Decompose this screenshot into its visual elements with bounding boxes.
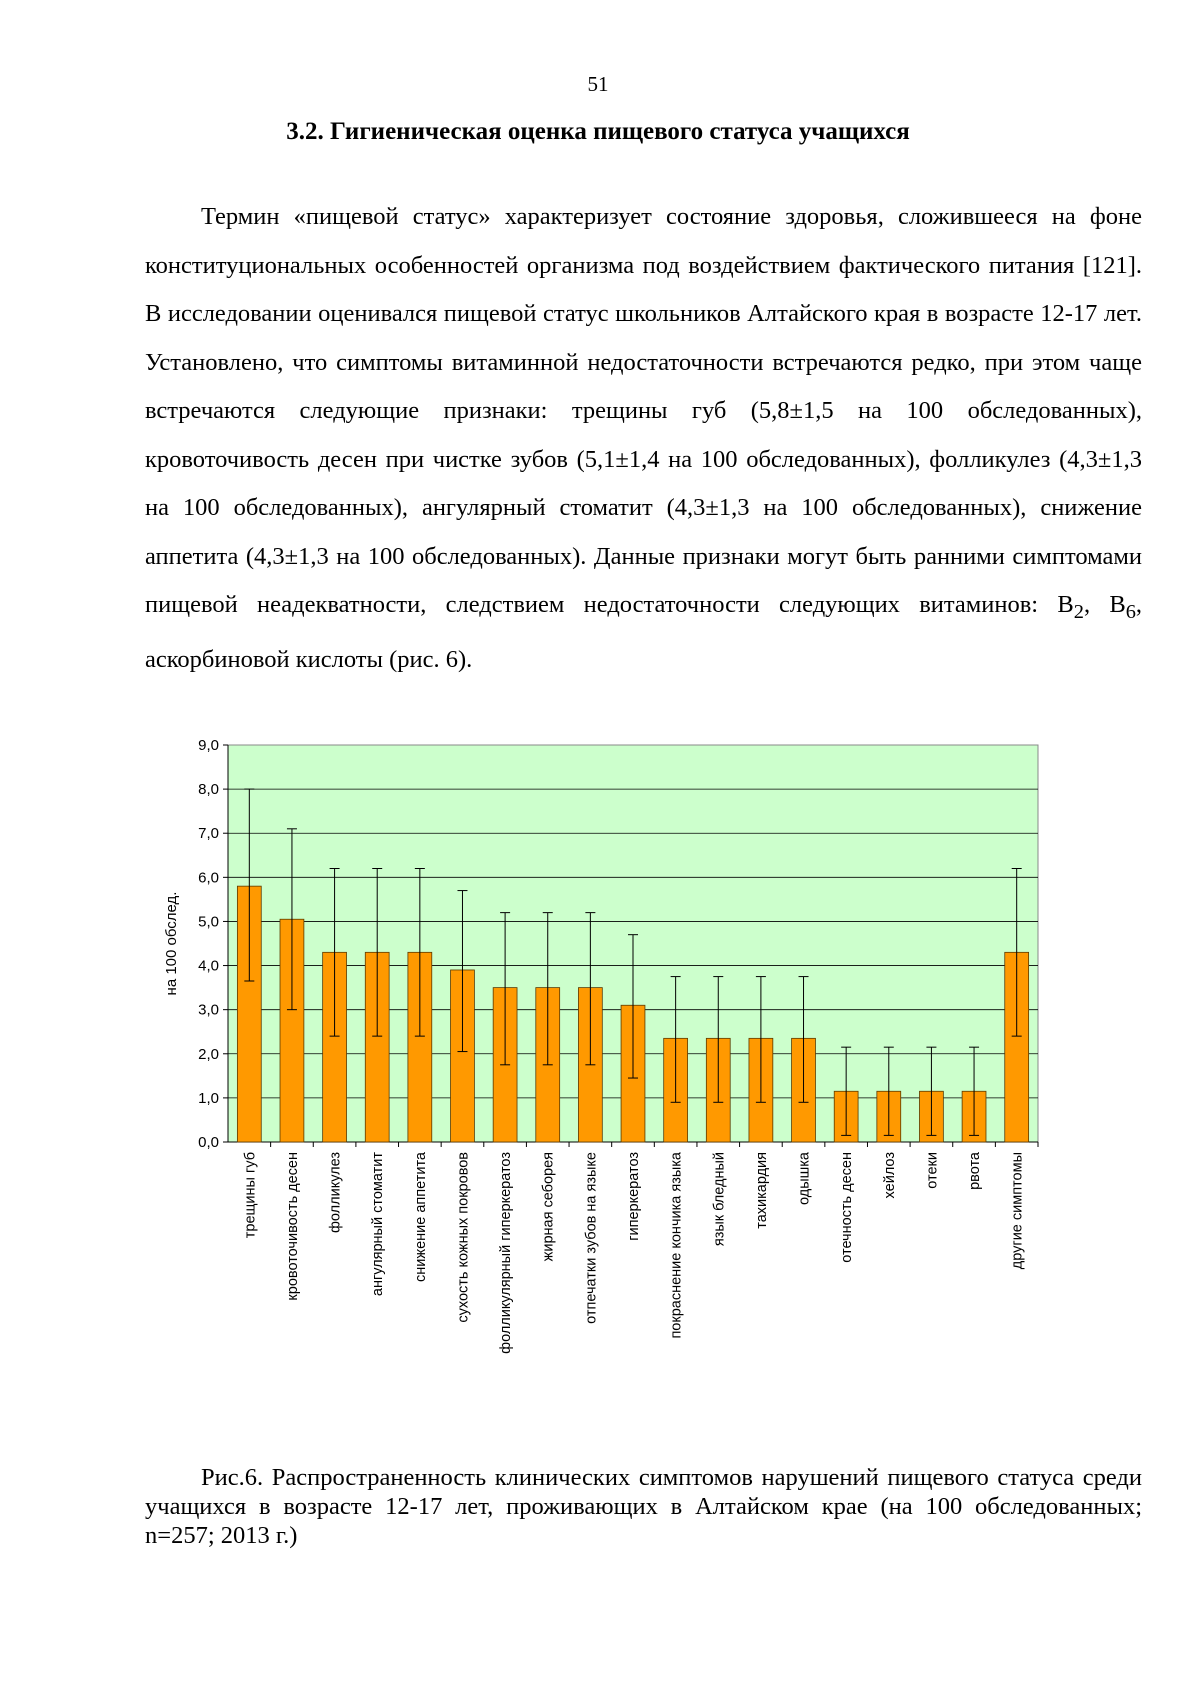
- subscript-2: 2: [1073, 600, 1084, 623]
- page-number: 51: [587, 72, 609, 96]
- y-tick-label: 8,0: [198, 781, 219, 799]
- category-label: трещины губ: [242, 1152, 259, 1239]
- y-tick-label: 2,0: [198, 1045, 219, 1063]
- caption-text: Рис.6. Распространенность клинических симптомов нарушений пищевого статуса среди учащихся в возрасте 12-17 лет, проживающих в Алтайском крае (на 100 обследованных; n=257; 2013 г.): [145, 1464, 1142, 1549]
- paragraph-text: Термин «пищевой статус» характеризует состояние здоровья, сложившееся на фоне конституциональных особенностей организма под воздействием фактического питания [121]. В исследовании оценивался пищевой статус школьников Алтайского края в возрасте 12-17 лет. Установлено, что симптомы витаминной недостаточности встречаются редко, при этом чаще встречаются следующие признаки: трещины губ (5,8±1,5 на 100 обследованных), кровоточивость десен при чистке зубов (5,1±1,4 на 100 обследованных), фолликулез (4,3±1,3 на 100 обследованных), ангулярный стоматит (4,3±1,3 на 100 обследованных), снижение аппетита (4,3±1,3 на 100 обследованных). Данные признаки могут быть ранними симптомами пищевой неадекватности, следствием недостаточности следующих витаминов: В: [145, 203, 1142, 618]
- y-tick-label: 0,0: [198, 1134, 219, 1151]
- y-tick-label: 9,0: [198, 740, 219, 754]
- figure-caption: [145, 1463, 1142, 1550]
- category-label: ангулярный стоматит: [370, 1152, 387, 1297]
- category-label: тахикардия: [753, 1152, 770, 1229]
- category-label: другие симптомы: [1009, 1152, 1026, 1270]
- category-label: гиперкератоз: [626, 1152, 642, 1241]
- category-label: фолликулез: [327, 1152, 344, 1233]
- body-paragraph: [145, 193, 1142, 685]
- category-label: одышка: [796, 1152, 813, 1205]
- section-heading: 3.2. Гигиеническая оценка пищевого статуса учащихся: [286, 118, 910, 145]
- y-tick-label: 5,0: [198, 913, 219, 931]
- category-label: снижение аппетита: [412, 1152, 429, 1282]
- y-tick-label: 4,0: [198, 957, 219, 975]
- category-label: сухость кожных покровов: [455, 1152, 472, 1323]
- y-tick-label: 1,0: [198, 1089, 219, 1107]
- paragraph-text-2: , В: [1083, 591, 1126, 618]
- category-label: отпечатки зубов на языке: [583, 1152, 600, 1324]
- y-axis-label: на 100 обслед.: [163, 891, 180, 996]
- category-label: покраснение кончика языка: [668, 1152, 685, 1339]
- category-label: кровоточивость десен: [284, 1152, 301, 1301]
- y-tick-label: 6,0: [198, 869, 219, 887]
- symptom-prevalence-chart: [160, 740, 1040, 1370]
- category-label: отечность десен: [839, 1152, 856, 1263]
- category-label: язык бледный: [711, 1152, 728, 1247]
- category-label: отеки: [924, 1152, 941, 1189]
- y-tick-label: 3,0: [198, 1001, 219, 1019]
- paragraph-text-3: , аскорбиновой кислоты (рис. 6).: [145, 591, 1143, 674]
- category-label: фолликулярный гиперкератоз: [498, 1152, 515, 1354]
- category-label: жирная себорея: [540, 1152, 557, 1262]
- category-label: хейлоз: [881, 1152, 898, 1199]
- subscript-6: 6: [1125, 600, 1136, 623]
- category-label: рвота: [967, 1152, 984, 1190]
- y-tick-label: 7,0: [198, 825, 219, 843]
